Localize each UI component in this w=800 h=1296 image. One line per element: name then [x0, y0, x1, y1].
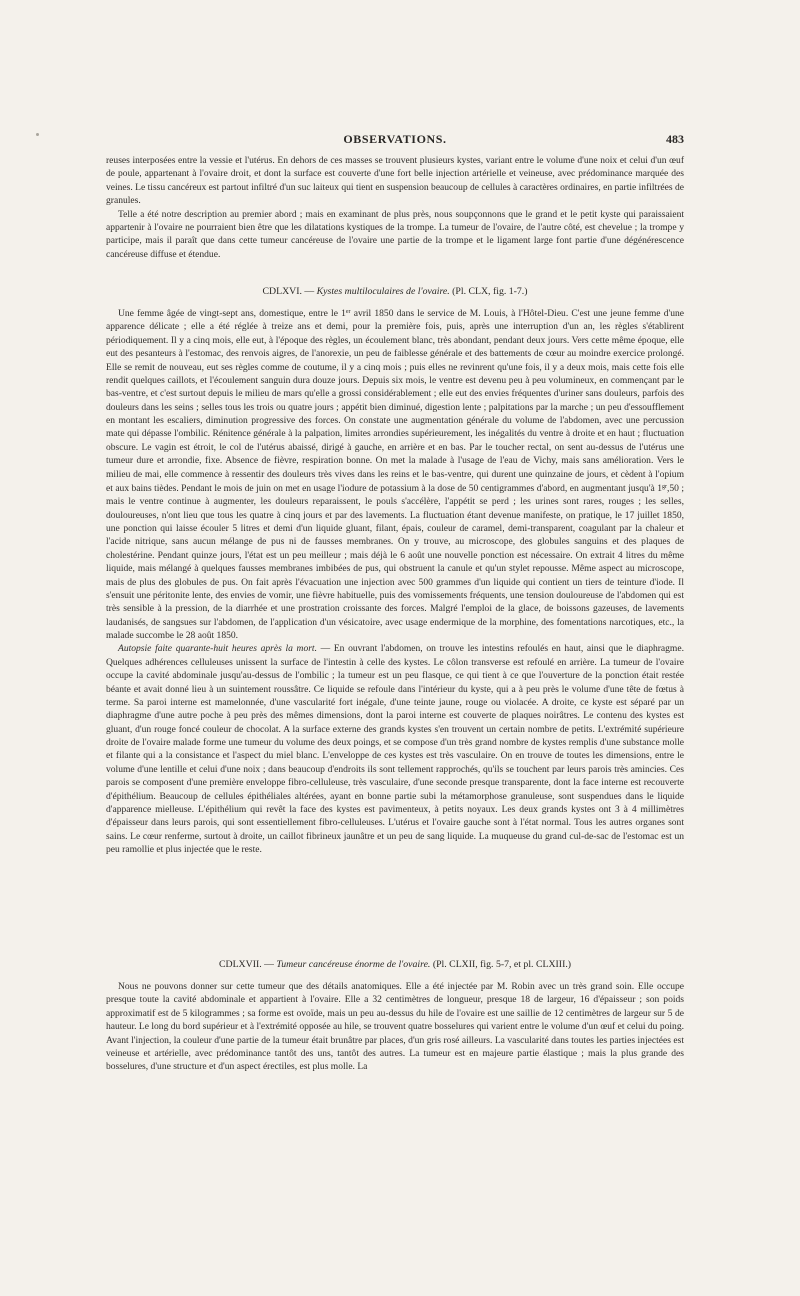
case-plate-ref: (Pl. CLX, fig. 1-7.)	[449, 286, 528, 297]
running-head: OBSERVATIONS.	[343, 132, 447, 146]
case-cdlxvii-text	[106, 980, 684, 1074]
case-history-paragraph	[106, 306, 684, 642]
history-text-c: ,50 ; mais le ventre continue à augmenter, les douleurs reparaissent, le pouls s'accélère, l'appétit se perd ; les urines sont rares, rouges ; les selles, douloureuses, n'ont lieu que tous les quatre à cinq jours et par des lavements. La fluctuation étant devenue manifeste, on pratique, le 17 juillet 1850, une ponction qui laisse écouler 5 litres et demi d'un liquide gluant, filant, épais, couleur de caramel, demi-transparent, coagulant par la chaleur et l'acide nitrique, sans aucun mélange de pus ni de fausses membranes. On y trouve, au microscope, des globules sanguins et des plaques de cholestérine. Pendant quinze jours, l'état est un peu meilleur ; mais déjà le 6 août une nouvelle ponction est nécessaire. On extrait 4 litres du même liquide, mais mélangé à quelques fausses membranes imbibées de pus, qui obstruent la canule et qu'un stylet repousse. Même aspect au microscope, mais de plus des globules de pus. On fait après l'évacuation une injection avec 500 grammes d'un liquide qui contient un tiers de teinture d'iode. Il s'ensuit une péritonite lente, des envies de vomir, une fièvre habituelle, puis des vomissements fréquents, une tension douloureuse de l'abdomen qui est très sensible à la pression, de la diarrhée et une prostration croissante des forces. Malgré l'emploi de la glace, de boissons gazeuses, de lavements laudanisés, de sangsues sur l'abdomen, de l'application d'un vésicatoire, avec usage endermique de la morphine, des fomentations narcotiques, etc., la malade succombe le 28 août 1850.	[106, 482, 684, 641]
page-number: 483	[666, 132, 684, 146]
case-cdlxvi-text	[106, 306, 684, 856]
page-header	[106, 132, 684, 150]
history-text-b: avril 1850 dans le service de M. Louis, à l'Hôtel-Dieu. C'est une jeune femme d'une apparence délicate ; elle a été réglée à treize ans et demi, pour la première fois, puis, après une interruption d'un an, les règles s'établirent périodiquement. Il y a cinq mois, elle eut, à l'époque des règles, un écoulement blanc, très abondant, pendant deux jours. Vers cette même époque, elle eut des pesanteurs à l'estomac, des renvois aigres, de l'anorexie, un peu de faiblesse générale et des battements de cœur au moindre exercice prolongé. Elle se remit de nouveau, eut ses règles comme de coutume, il y a cinq mois ; puis elles ne revinrent qu'une fois, il y a deux mois, mais cette fois elle rendit quelques caillots, et l'écoulement sanguin dura douze jours. Depuis six mois, le ventre est devenu peu à peu volumineux, en commençant par le bas-ventre, et c'est surtout depuis le milieu de mars qu'elle a grossi considérablement ; elle eut des envies fréquentes d'uriner sans douleurs, parfois des douleurs dans les seins ; selles tous les trois ou quatre jours ; appétit bien diminué, digestion lente ; palpitations par la marche ; un peu d'essoufflement en montant les escaliers, diminution progressive des forces. On constate une augmentation générale du volume de l'abdomen, avec une percussion mate qui dépasse l'ombilic. Rénitence générale à la palpation, limites arrondies supérieurement, les inégalités du ventre à droite et en haut ; fluctuation obscure. Le vagin est étroit, le col de l'utérus abaissé, dirigé à gauche, en arrière et en bas. Par le toucher rectal, on sent au-dessus de l'utérus une tumeur dure et arrondie, fixe. Absence de fièvre, respiration bonne. On met la malade à l'usage de l'eau de Vichy, mais sans amélioration. Vers le milieu de mai, elle commence à ressentir des douleurs très vives dans les reins et le bas-ventre, qui durent une quinzaine de jours, et cèdent à l'opium et aux bains tièdes. Pendant le mois de juin on met en usage l'iodure de potassium à la dose de 50 centigrammes d'abord, en augmentant jusqu'à 1	[106, 308, 684, 494]
superscript-gr: gr	[661, 483, 667, 490]
intro-paragraph-1: reuses interposées entre la vessie et l'utérus. En dehors de ces masses se trouvent plusieurs kystes, variant entre le volume d'une noix et celui d'un œuf de poule, appartenant à l'ovaire droit, et dont la surface est couverte d'une fort belle injection artérielle et veineuse, avec prédominance marquée des veines. Le tissu cancéreux est partout infiltré d'un suc laiteux qui tient en suspension beaucoup de cellules à caractères ordinaires, en partie infiltrées de granules.	[106, 155, 684, 207]
case-heading-cdlxvii	[106, 959, 684, 970]
case-number: CDLXVII. —	[218, 959, 277, 970]
autopsy-text: — En ouvrant l'abdomen, on trouve les intestins refoulés en haut, ainsi que le diaphragme. Quelques adhérences celluleuses unissent la surface de l'intestin à celle des kystes. Le côlon transverse est refoulé en arrière. La tumeur de l'ovaire occupe la cavité abdominale jusqu'au-dessus de l'ombilic ; la tumeur est un peu flasque, ce qui tient à ce que l'ouverture de la ponction était restée béante et avait donné lieu à un suintement roussâtre. Ce liquide se refoule dans l'intérieur du kyste, qui a à peu près le volume d'une tête de fœtus à terme. Sa paroi interne est mamelonnée, d'une vascularité fort inégale, d'une teinte jaune, rouge ou violacée. A droite, ce kyste est séparé par un diaphragme d'une autre poche à peu près des mêmes dimensions, dont la paroi interne est couverte de plaques noirâtres. Le contenu des kystes est gluant, d'un rouge foncé couleur de chocolat. A la surface externe des grands kystes s'en trouvent un certain nombre de petits. L'extrémité supérieure droite de l'ovaire malade forme une tumeur du volume des deux poings, et se compose d'un très grand nombre de kystes remplis d'une substance molle et filante qui a la consistance et l'aspect du miel blanc. L'enveloppe de ces kystes est très vasculaire. On en trouve de toutes les dimensions, entre le volume d'une lentille et celui d'une noix ; dans beaucoup d'endroits ils sont tellement rapprochés, qu'ils se touchent par leurs parois très amincies. Ces parois se composent d'une première enveloppe fibro-celluleuse, très vasculaire, d'une seconde presque transparente, dont la face interne est recouverte d'épithélium. Beaucoup de cellules épithéliales altérées, ayant en bonne partie subi la métamorphose granuleuse, sont suspendues dans le liquide d'apparence mielleuse. L'épithélium qui revêt la face des kystes est pavimenteux, à petits noyaux. Les deux grands kystes ont 3 à 4 millimètres d'épaisseur dans leurs parois, qui sont essentiellement fibro-celluleuses. L'utérus et l'ovaire gauche sont à l'état normal. Tous les autres organes sont sains. Le cœur renferme, surtout à droite, un caillot fibrineux jaunâtre et un peu de sang liquide. La muqueuse du grand cul-de-sac de l'estomac est un peu ramollie et plus injectée que le reste.	[106, 643, 684, 855]
intro-text	[106, 154, 684, 261]
autopsy-paragraph	[106, 642, 684, 856]
superscript-er: er	[345, 309, 351, 315]
intro-paragraph-2: Telle a été notre description au premier abord ; mais en examinant de plus près, nous soupçonnons que le grand et le petit kyste qui paraissaient appartenir à l'ovaire ne pourraient bien être que les dilatations kystiques de la trompe. La tumeur de l'ovaire, de l'autre côté, est chevelue ; la trompe y participe, mais il paraît que dans cette tumeur cancéreuse de l'ovaire une partie de la trompe et le ligament large font partie d'une dégénérescence cancéreuse diffuse et étendue.	[106, 208, 684, 260]
case-plate-ref: (Pl. CLXII, fig. 5-7, et pl. CLXIII.)	[430, 959, 572, 970]
case-description-paragraph: Nous ne pouvons donner sur cette tumeur que des détails anatomiques. Elle a été injectée par M. Robin avec un très grand soin. Elle occupe presque toute la cavité abdominale et appartient à l'ovaire. Elle a 32 centimètres de longueur, presque 18 de largeur, 16 d'épaisseur ; son poids approximatif est de 5 kilogrammes ; sa forme est ovoïde, mais un peu au-dessus du hile de l'ovaire est une saillie de 12 centimètres de largeur sur 5 de hauteur. Le long du bord supérieur et à l'extrémité opposée au hile, se trouvent quatre bosselures qui varient entre le volume d'un œuf et celui du poing. Avant l'injection, la couleur d'une partie de la tumeur était brunâtre par places, d'un gris rosé ailleurs. La vascularité dans toutes les parties injectées est veineuse et artérielle, avec prédominance tantôt des uns, tantôt des autres. La tumeur est en majeure partie élastique ; mais la plus grande des bosselures, d'une structure et d'un aspect érectiles, est plus molle. La	[106, 981, 684, 1073]
case-number: CDLXVI. —	[262, 286, 317, 297]
autopsy-label: Autopsie faite quarante-huit heures après la mort.	[118, 643, 317, 655]
case-title: Tumeur cancéreuse énorme de l'ovaire.	[276, 959, 431, 970]
case-title: Kystes multiloculaires de l'ovaire.	[316, 286, 450, 297]
case-heading-cdlxvi	[106, 286, 684, 297]
history-text-a: Une femme âgée de vingt-sept ans, domestique, entre le 1	[118, 308, 346, 319]
margin-mark	[36, 133, 39, 136]
